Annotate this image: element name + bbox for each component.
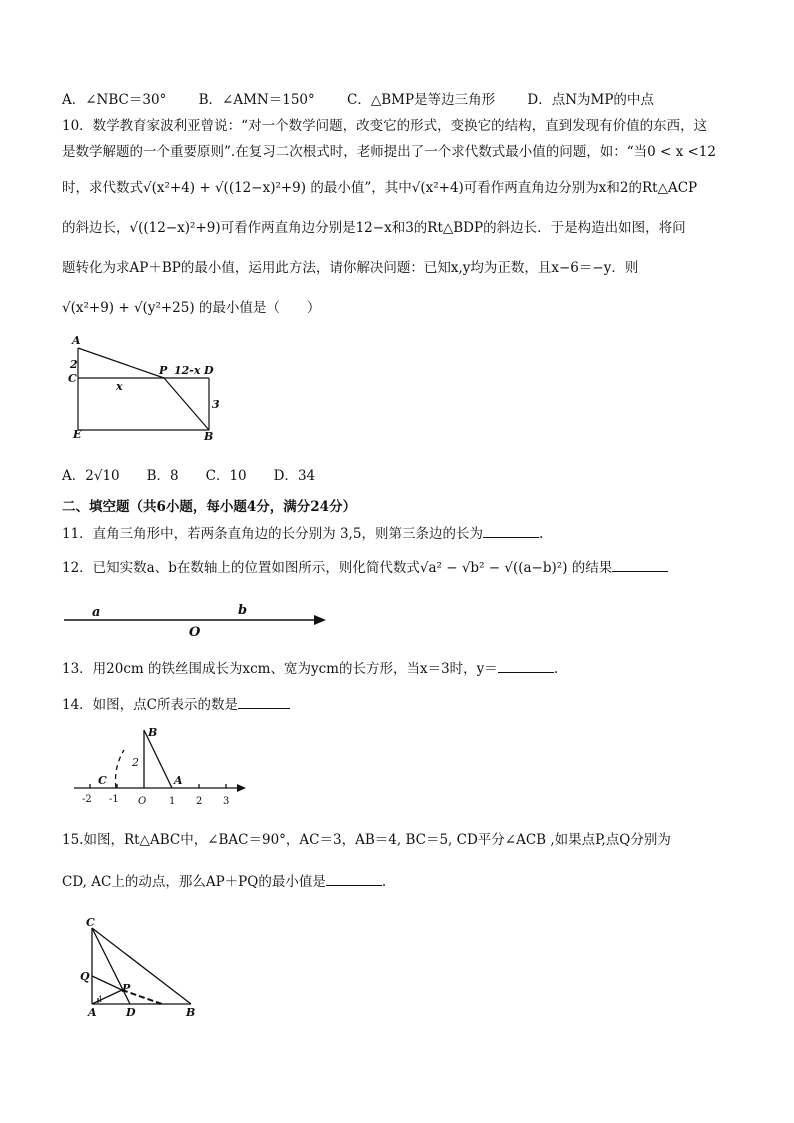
q13 — [62, 659, 558, 679]
q9-options — [62, 90, 654, 110]
q15-blank[interactable] — [326, 872, 382, 886]
q15-line1: 15.如图，Rt△ABC中，∠BAC＝90°，AC＝3，AB＝4, BC＝5, CD平分∠ACB ,如果点P,点Q分别为 — [62, 832, 671, 848]
q9-option-c: C．△BMP是等边三角形 — [347, 92, 496, 108]
q11 — [62, 524, 543, 544]
q15-label-q: Q — [80, 970, 90, 983]
q12-text: 12．已知实数a、b在数轴上的位置如图所示，则化简代数式√a² − √b² − √((a−b)²) 的结果 — [62, 560, 613, 576]
q15-label-c: C — [86, 916, 95, 929]
q14-label-height: 2 — [132, 756, 139, 769]
q10-line6: √(x²+9) + √(y²+25) 的最小值是（ ） — [62, 300, 321, 316]
q12-number-line — [62, 598, 332, 640]
q15-figure — [78, 914, 206, 1020]
q12-blank[interactable] — [612, 558, 668, 572]
q10-label-2: 2 — [70, 358, 78, 371]
q10-line5: 题转化为求AP＋BP的最小值，运用此方法，请你解决问题：已知x,y均为正数，且x−6＝−y．则 — [62, 260, 639, 276]
q14-label-a: A — [174, 774, 183, 787]
q12-label-b: b — [238, 603, 248, 618]
q10-line4: 的斜边长，√((12−x)²+9)可看作两直角边分别是12−x和3的Rt△BDP的斜边长．于是构造出如图，将问 — [62, 220, 686, 236]
q13-end: . — [553, 661, 559, 677]
q14-tick-3: 3 — [223, 796, 230, 807]
q10-options: A．2√10 B．8 C．10 D．34 — [62, 468, 316, 484]
q14-tick-o: O — [138, 796, 147, 807]
q15-label-one: 1 — [98, 995, 104, 1004]
q14-blank[interactable] — [238, 695, 290, 709]
q15-line2 — [62, 872, 386, 892]
q10-label-c: C — [68, 372, 77, 385]
q15-text: CD, AC上的动点，那么AP＋PQ的最小值是 — [62, 874, 326, 890]
q11-blank[interactable] — [483, 524, 539, 538]
q11-end: . — [538, 526, 544, 542]
q9-option-a: A．∠NBC＝30° — [62, 92, 167, 108]
q10-line1: 10．数学教育家波利亚曾说：“对一个数学问题，改变它的形式，变换它的结构，直到发现有价值的东西，这 — [62, 118, 708, 134]
q15-label-b: B — [186, 1006, 196, 1019]
q12-label-a: a — [92, 605, 101, 620]
q10-label-12x: 12-x — [174, 364, 201, 377]
q14-label-b: B — [148, 726, 158, 739]
q15-end: . — [381, 874, 387, 890]
q15-label-d: D — [126, 1006, 136, 1019]
q14-figure — [72, 722, 252, 810]
q10-label-e: E — [73, 428, 82, 441]
q10-label-x: x — [116, 380, 123, 393]
q10-label-p: P — [159, 364, 168, 377]
q14-label-c: C — [98, 774, 107, 787]
q10-line2: 是数学解题的一个重要原则”.在复习二次根式时，老师提出了一个求代数式最小值的问题，如：“当0 < x <12 — [62, 144, 716, 160]
q10-label-a: A — [72, 334, 81, 347]
q14 — [62, 695, 290, 715]
q10-label-d: D — [204, 364, 214, 377]
q12 — [62, 558, 668, 578]
q15-label-a: A — [88, 1006, 97, 1019]
q10-figure — [62, 330, 232, 442]
q10-label-3: 3 — [212, 398, 220, 411]
q11-text: 11．直角三角形中，若两条直角边的长分别为 3,5，则第三条边的长为 — [62, 526, 483, 542]
q10-line3: 时，求代数式√(x²+4) + √((12−x)²+9) 的最小值”，其中√(x²+4)可看作两直角边分别为x和2的Rt△ACP — [62, 180, 698, 196]
q12-label-o: O — [189, 625, 201, 640]
q13-text: 13．用20cm 的铁丝围成长为xcm、宽为ycm的长方形，当x＝3时，y＝ — [62, 661, 498, 677]
section-heading: 二、填空题（共6小题，每小题4分，满分24分） — [62, 499, 357, 515]
q13-blank[interactable] — [498, 659, 554, 673]
q14-tick-2: 2 — [196, 796, 203, 807]
q15-label-p: P — [122, 982, 131, 995]
q14-text: 14．如图，点C所表示的数是 — [62, 697, 239, 713]
q10-label-b: B — [204, 430, 214, 442]
q14-tick-neg1: -1 — [109, 794, 119, 805]
q14-tick-1: 1 — [169, 796, 176, 807]
q9-option-b: B．∠AMN＝150° — [198, 92, 315, 108]
q9-option-d: D．点N为MP的中点 — [527, 92, 654, 108]
q14-tick-neg2: -2 — [82, 794, 92, 805]
